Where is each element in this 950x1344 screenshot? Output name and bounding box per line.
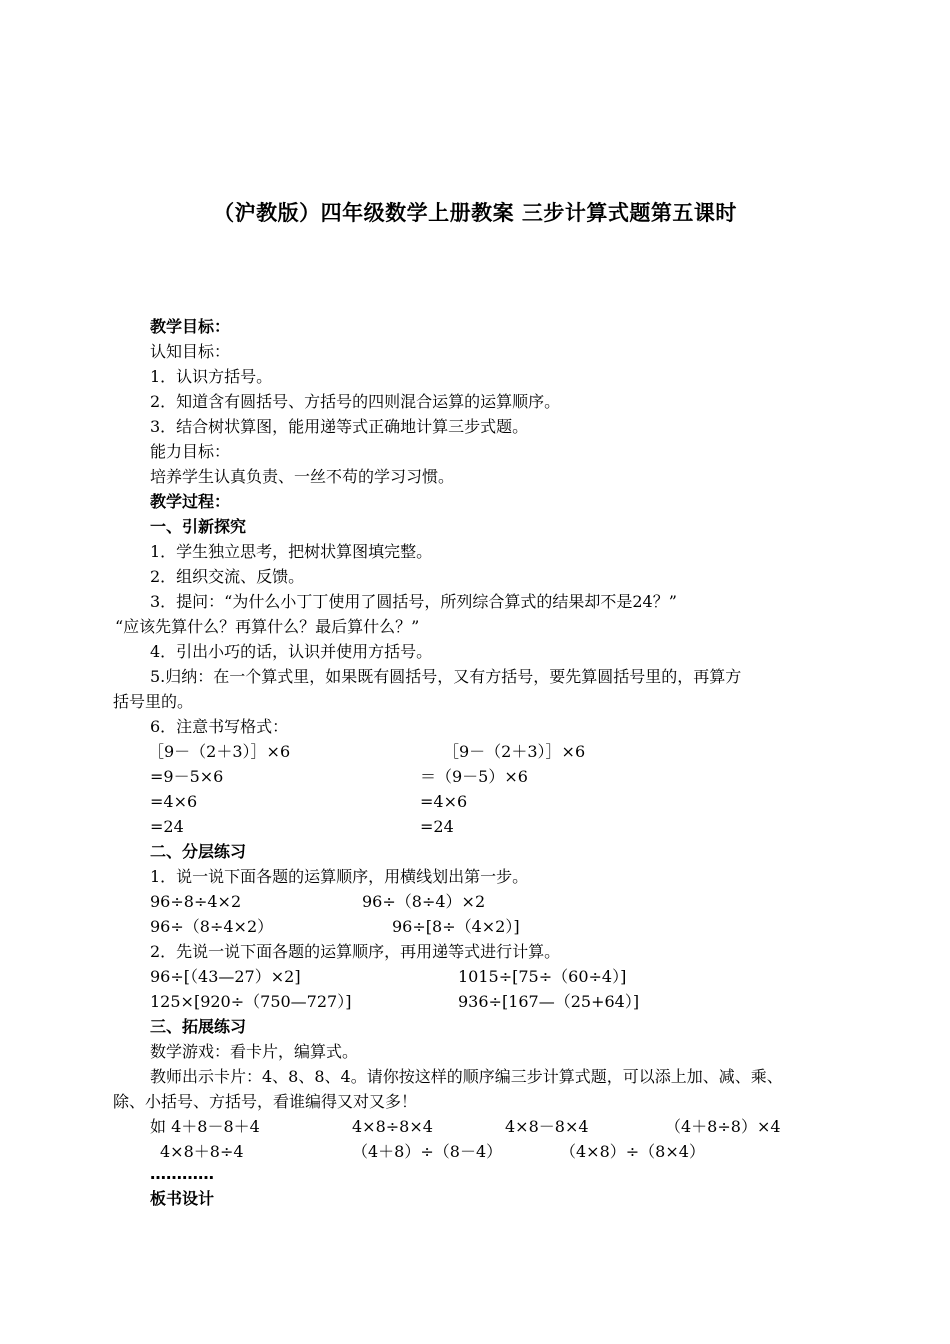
heading-teaching-goals: 教学目标： bbox=[150, 317, 231, 336]
document-title: （沪教版）四年级数学上册教案 三步计算式题第五课时 bbox=[213, 201, 737, 225]
part1-item: “应该先算什么？再算什么？最后算什么？” bbox=[115, 617, 420, 636]
part1-item: 括号里的。 bbox=[113, 692, 194, 711]
format-left-line: =9－5×6 bbox=[150, 767, 224, 786]
expression: 96÷（8÷4）×2 bbox=[362, 892, 486, 911]
cognitive-goal-item: 2．知道含有圆括号、方括号的四则混合运算的运算顺序。 bbox=[150, 392, 561, 411]
part2-question: 1．说一说下面各题的运算顺序，用横线划出第一步。 bbox=[150, 867, 529, 886]
format-left-line: =24 bbox=[150, 817, 184, 836]
board-design-heading: 板书设计 bbox=[150, 1189, 215, 1208]
expression: 96÷8÷4×2 bbox=[150, 892, 242, 911]
format-left-line: ［9－（2＋3）］×6 bbox=[148, 742, 291, 761]
ability-goal-text: 培养学生认真负责、一丝不苟的学习习惯。 bbox=[150, 467, 455, 486]
part3-heading: 三、拓展练习 bbox=[150, 1017, 247, 1036]
part1-item: 4．引出小巧的话，认识并使用方括号。 bbox=[150, 642, 433, 661]
part2-question: 2．先说一说下面各题的运算顺序，再用递等式进行计算。 bbox=[150, 942, 561, 961]
cognitive-goal-heading: 认知目标： bbox=[150, 342, 231, 361]
expression: 936÷[167—（25+64）] bbox=[458, 992, 640, 1011]
example-expression: 4×8÷8×4 bbox=[352, 1117, 433, 1136]
part1-item: 3．提问：“为什么小丁丁使用了圆括号，所列综合算式的结果却不是24？” bbox=[150, 592, 677, 611]
format-right-line: ［9－（2＋3）］×6 bbox=[443, 742, 586, 761]
part1-item: 2．组织交流、反馈。 bbox=[150, 567, 305, 586]
expression: 96÷（8÷4×2） bbox=[150, 917, 274, 936]
example-expression: （4＋8÷8）×4 bbox=[665, 1117, 781, 1136]
ability-goal-heading: 能力目标： bbox=[150, 442, 231, 461]
part1-item: 5.归纳：在一个算式里，如果既有圆括号，又有方括号，要先算圆括号里的，再算方 bbox=[150, 667, 742, 686]
part2-heading: 二、分层练习 bbox=[150, 842, 247, 861]
part3-description: 除、小括号、方括号，看谁编得又对又多！ bbox=[113, 1092, 418, 1111]
ellipsis: ………… bbox=[150, 1164, 214, 1183]
example-expression: （4＋8）÷（8－4） bbox=[352, 1142, 503, 1161]
cognitive-goal-item: 3．结合树状算图，能用递等式正确地计算三步式题。 bbox=[150, 417, 529, 436]
expression: 1015÷[75÷（60÷4）] bbox=[458, 967, 627, 986]
format-right-line: ＝（9－5）×6 bbox=[420, 767, 528, 786]
format-right-line: =24 bbox=[420, 817, 454, 836]
part1-heading: 一、引新探究 bbox=[150, 517, 247, 536]
part1-item: 6．注意书写格式： bbox=[150, 717, 289, 736]
example-expression: 如 4＋8－8＋4 bbox=[150, 1117, 260, 1136]
format-left-line: =4×6 bbox=[150, 792, 198, 811]
example-expression: （4×8）÷（8×4） bbox=[560, 1142, 705, 1161]
example-expression: 4×8－8×4 bbox=[505, 1117, 589, 1136]
cognitive-goal-item: 1．认识方括号。 bbox=[150, 367, 273, 386]
expression: 96÷[8÷（4×2）] bbox=[392, 917, 520, 936]
part3-description: 教师出示卡片：4、8、8、4。请你按这样的顺序编三步计算式题，可以添上加、减、乘、 bbox=[150, 1067, 783, 1086]
part1-item: 1．学生独立思考，把树状算图填完整。 bbox=[150, 542, 433, 561]
format-right-line: =4×6 bbox=[420, 792, 468, 811]
part3-game: 数学游戏：看卡片，编算式。 bbox=[150, 1042, 359, 1061]
heading-teaching-process: 教学过程： bbox=[150, 492, 231, 511]
expression: 125×[920÷（750—727）] bbox=[150, 992, 352, 1011]
example-expression: 4×8＋8÷4 bbox=[160, 1142, 244, 1161]
expression: 96÷[（43—27）×2] bbox=[150, 967, 301, 986]
